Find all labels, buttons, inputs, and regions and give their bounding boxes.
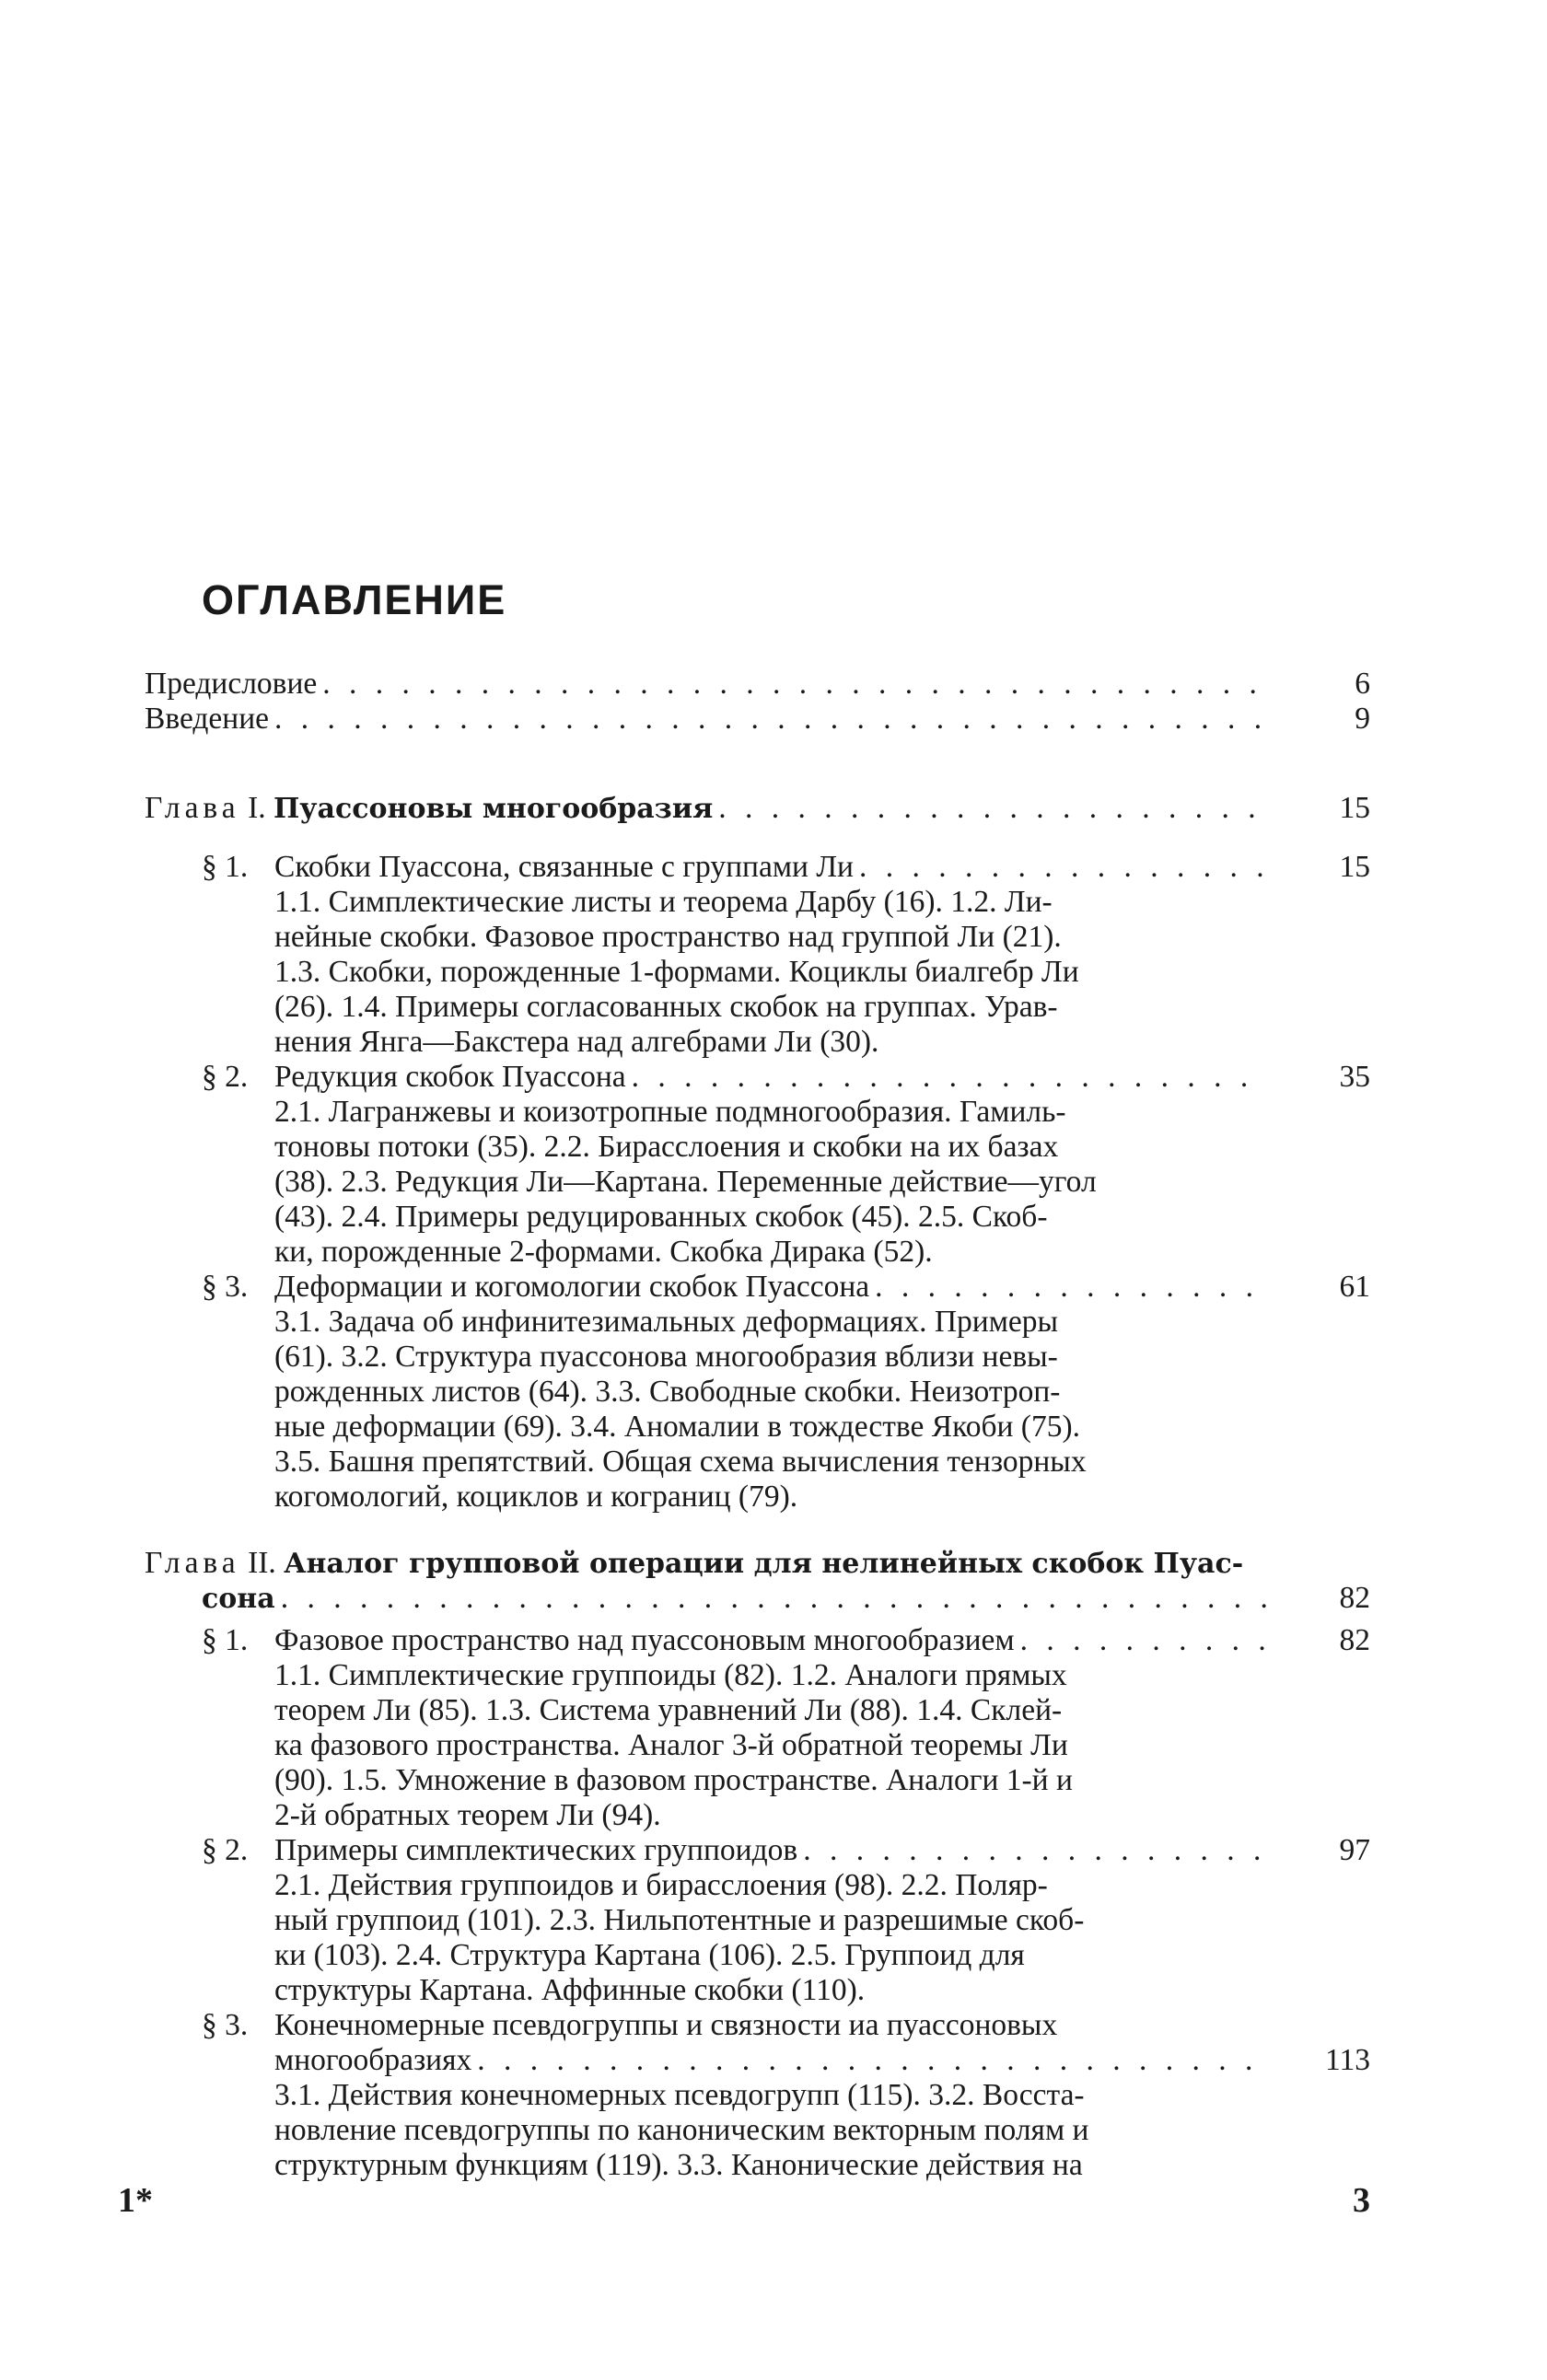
- subsection-line: ки, порожденные 2-формами. Скобка Дирака (52).: [274, 1235, 933, 1269]
- subsection-line: 1.1. Симплектические листы и теорема Дарбу (16). 1.2. Ли-: [274, 885, 1053, 919]
- section-heading[interactable]: [202, 1269, 1270, 1306]
- subsection-line: 1.1. Симплектические группоиды (82). 1.2. Аналоги прямых: [274, 1658, 1067, 1692]
- toc-page-number: 9: [1355, 702, 1370, 736]
- subsection-line: ные деформации (69). 3.4. Аномалии в тождестве Якоби (75).: [274, 1410, 1080, 1444]
- chapter-title: Пуассоновы многообразия: [273, 793, 714, 825]
- section-heading[interactable]: [202, 849, 1270, 886]
- leader-dots: [718, 790, 1266, 827]
- section-title: Конечномерные псевдогруппы и связности иа пуассоновых: [274, 2008, 1058, 2042]
- toc-page-number: 61: [1339, 1270, 1370, 1304]
- subsection-line: (61). 3.2. Структура пуассонова многообразия вблизи невы-: [274, 1340, 1058, 1374]
- chapter-heading[interactable]: [145, 1545, 1286, 1582]
- chapter-number: I.: [248, 791, 266, 825]
- section-sign: § 3.: [202, 2008, 249, 2042]
- toc-page-number: 82: [1339, 1581, 1370, 1615]
- subsection-line: теорем Ли (85). 1.3. Система уравнений Ли (88). 1.4. Склей-: [274, 1693, 1063, 1727]
- section-sign: § 2.: [202, 1833, 249, 1867]
- toc-page-number: 97: [1339, 1833, 1370, 1867]
- section-sign: § 3.: [202, 1270, 249, 1304]
- subsection-line: 3.1. Действия конечномерных псевдогрупп (115). 3.2. Восста-: [274, 2078, 1085, 2112]
- subsection-line: 2.1. Лагранжевы и коизотропные подмногообразия. Гамиль-: [274, 1095, 1066, 1129]
- chapter-prefix: Глава: [145, 791, 240, 825]
- chapter-number: II.: [248, 1546, 276, 1580]
- leader-dots: [803, 1832, 1266, 1869]
- section-sign: § 1.: [202, 1623, 249, 1657]
- leader-dots: [875, 1269, 1266, 1306]
- section-heading[interactable]: [202, 1832, 1270, 1869]
- leader-dots: [477, 2042, 1266, 2079]
- toc-page-number: 15: [1339, 850, 1370, 884]
- section-heading-continuation[interactable]: [274, 2042, 1270, 2079]
- section-sign: § 2.: [202, 1060, 249, 1094]
- section-title-continuation: многообразиях: [274, 2043, 472, 2077]
- section-sign: § 1.: [202, 850, 249, 884]
- toc-entry-label: Предисловие: [145, 667, 318, 701]
- leader-dots: [274, 701, 1266, 737]
- chapter-prefix: Глава: [145, 1546, 240, 1580]
- subsection-line: структурным функциям (119). 3.3. Канонические действия на: [274, 2148, 1083, 2182]
- subsection-line: ный группоид (101). 2.3. Нильпотентные и разрешимые скоб-: [274, 1903, 1085, 1937]
- toc-page-number: 113: [1324, 2043, 1370, 2077]
- subsection-line: 2.1. Действия группоидов и бирасслоения (98). 2.2. Поляр-: [274, 1868, 1048, 1902]
- chapter-heading-continuation[interactable]: [202, 1580, 1270, 1617]
- toc-page-number: 15: [1339, 791, 1370, 825]
- toc-entry-preface[interactable]: [145, 666, 1270, 702]
- subsection-line: нения Янга—Бакстера над алгебрами Ли (30).: [274, 1025, 879, 1059]
- section-heading[interactable]: [202, 1622, 1270, 1659]
- leader-dots: [859, 849, 1266, 886]
- leader-dots: [322, 666, 1266, 702]
- subsection-line: 3.1. Задача об инфинитезимальных деформациях. Примеры: [274, 1305, 1059, 1339]
- toc-entry-label: Введение: [145, 702, 270, 736]
- toc-page-number: 82: [1339, 1623, 1370, 1657]
- page-title: ОГЛАВЛЕНИЕ: [202, 576, 507, 623]
- section-title: Редукция скобок Пуассона: [274, 1060, 626, 1094]
- subsection-line: 3.5. Башня препятствий. Общая схема вычисления тензорных: [274, 1445, 1087, 1479]
- leader-dots: [281, 1580, 1266, 1617]
- subsection-line: (38). 2.3. Редукция Ли—Картана. Переменные действие—угол: [274, 1165, 1097, 1199]
- chapter-heading[interactable]: [145, 790, 1270, 827]
- toc-page-number: 6: [1355, 667, 1370, 701]
- subsection-line: ки (103). 2.4. Структура Картана (106). 2.5. Группоид для: [274, 1938, 1025, 1972]
- section-heading[interactable]: [202, 2007, 1279, 2044]
- subsection-line: рожденных листов (64). 3.3. Свободные скобки. Неизотроп-: [274, 1375, 1061, 1409]
- page-number: 3: [1353, 2181, 1370, 2220]
- subsection-line: 2-й обратных теорем Ли (94).: [274, 1798, 661, 1832]
- section-title: Скобки Пуассона, связанные с группами Ли: [274, 850, 854, 884]
- section-title: Фазовое пространство над пуассоновым многообразием: [274, 1623, 1015, 1657]
- subsection-line: ка фазового пространства. Аналог 3-й обратной теоремы Ли: [274, 1728, 1068, 1762]
- subsection-line: структуры Картана. Аффинные скобки (110).: [274, 1973, 866, 2007]
- toc-page-number: 35: [1339, 1060, 1370, 1094]
- toc-entry-introduction[interactable]: [145, 701, 1270, 737]
- subsection-line: (26). 1.4. Примеры согласованных скобок на группах. Урав-: [274, 990, 1058, 1024]
- section-title: Деформации и когомологии скобок Пуассона: [274, 1270, 870, 1304]
- leader-dots: [1020, 1622, 1266, 1659]
- subsection-line: новление псевдогруппы по каноническим векторным полям и: [274, 2113, 1089, 2147]
- subsection-line: (43). 2.4. Примеры редуцированных скобок (45). 2.5. Скоб-: [274, 1200, 1048, 1234]
- subsection-line: тоновы потоки (35). 2.2. Бирасслоения и скобки на их базах: [274, 1130, 1059, 1164]
- chapter-title-continuation: сона: [202, 1583, 275, 1615]
- signature-mark: 1*: [118, 2181, 153, 2220]
- subsection-line: (90). 1.5. Умножение в фазовом пространстве. Аналоги 1-й и: [274, 1763, 1073, 1797]
- section-title: Примеры симплектических группоидов: [274, 1833, 798, 1867]
- chapter-title: Аналог групповой операции для нелинейных скобок Пуас-: [284, 1548, 1244, 1580]
- subsection-line: 1.3. Скобки, порожденные 1-формами. Коциклы биалгебр Ли: [274, 955, 1079, 989]
- leader-dots: [632, 1059, 1266, 1096]
- subsection-line: нейные скобки. Фазовое пространство над группой Ли (21).: [274, 920, 1062, 954]
- section-heading[interactable]: [202, 1059, 1270, 1096]
- subsection-line: когомологий, коциклов и кограниц (79).: [274, 1480, 798, 1514]
